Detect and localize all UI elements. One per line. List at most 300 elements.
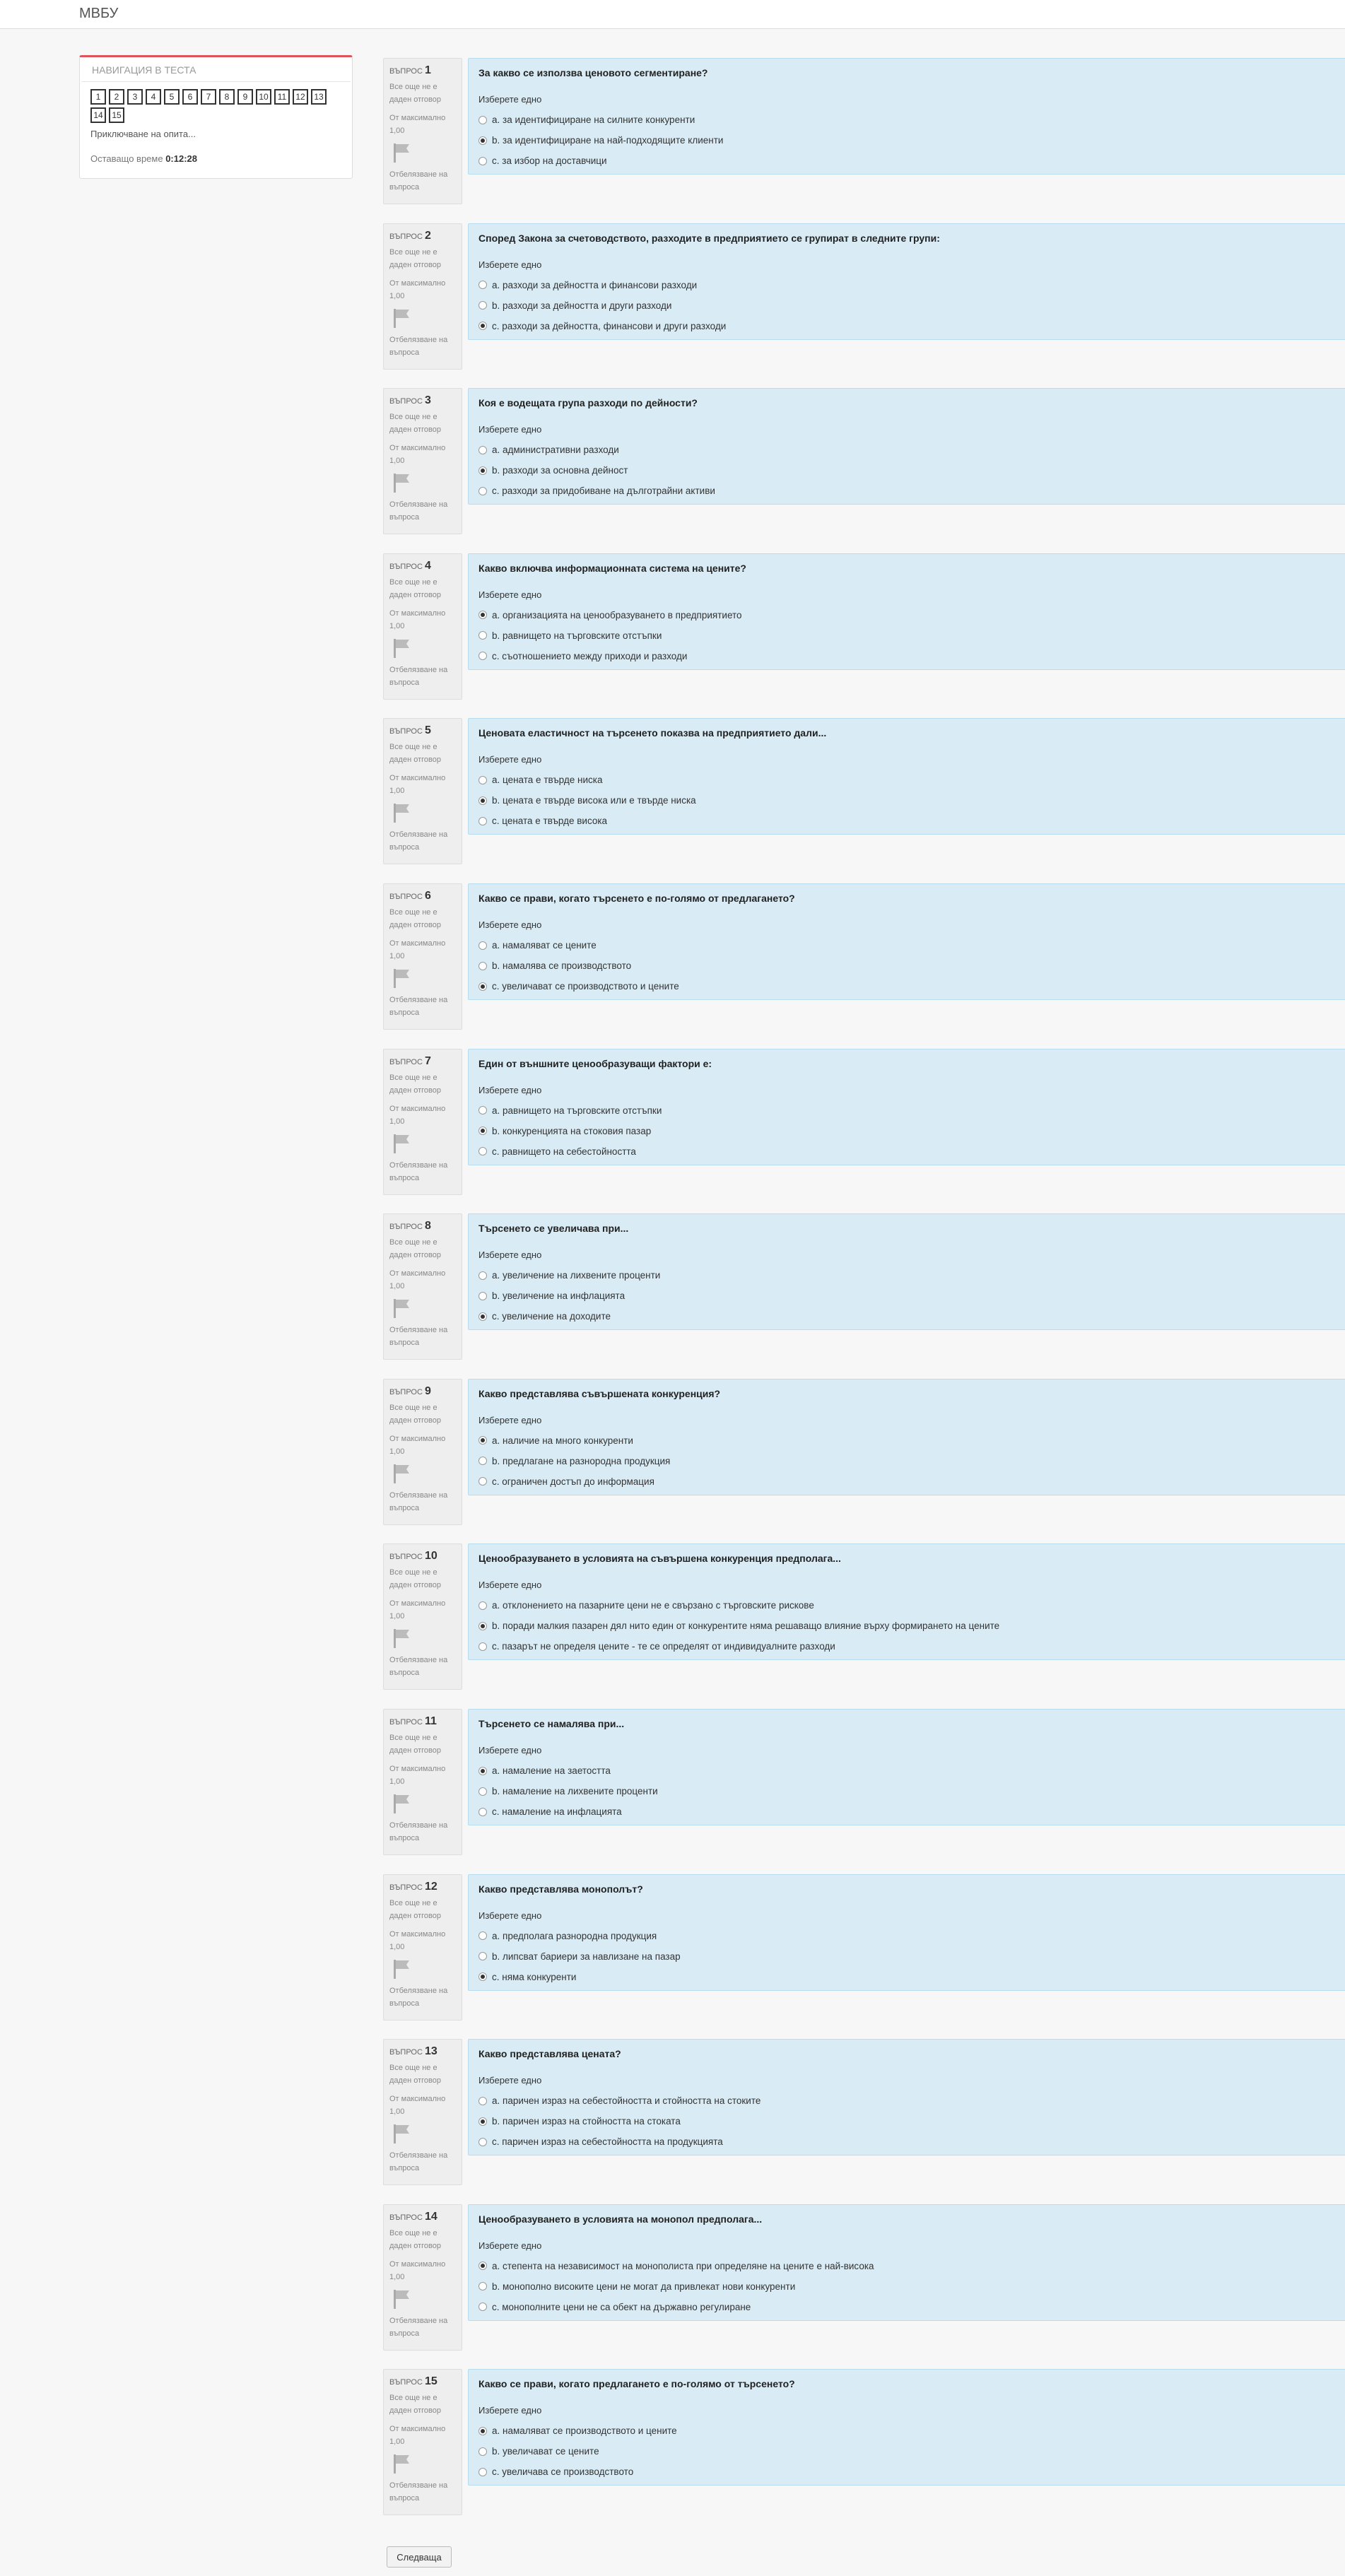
question-info [383, 1213, 462, 1360]
radio-button[interactable] [478, 1622, 487, 1630]
answer-option-label: a. за идентифициране на силните конкуренти [492, 114, 695, 125]
radio-button[interactable] [478, 796, 487, 805]
answer-option[interactable] [478, 295, 1341, 316]
radio-button[interactable] [478, 1601, 487, 1610]
flag-question-label[interactable]: Отбелязване на въпроса [389, 500, 448, 522]
radio-button[interactable] [478, 301, 487, 310]
radio-button[interactable] [478, 817, 487, 825]
answer-option[interactable] [478, 1430, 1341, 1451]
radio-button[interactable] [478, 1952, 487, 1960]
flag-icon[interactable] [392, 1134, 456, 1158]
question-text: Ценообразуването в условията на съвършена конкуренция предполага... [478, 1553, 841, 1565]
select-one-prompt: Изберете едно [478, 589, 542, 600]
radio-button[interactable] [478, 1127, 487, 1135]
question-text: Какво се прави, когато търсенето е по-голямо от предлагането? [478, 893, 795, 904]
question-nav-button[interactable]: 3 [127, 89, 143, 105]
question-nav-button[interactable]: 14 [90, 107, 106, 123]
answer-option-label: c. равнището на себестойността [492, 1146, 636, 1157]
radio-button[interactable] [478, 1477, 487, 1486]
question-text: Един от външните ценообразуващи фактори е: [478, 1057, 712, 1069]
answer-option-label: c. монополните цени не са обект на държавно регулиране [492, 2301, 751, 2312]
question-info [383, 1379, 462, 1525]
question-text: Какво представлява цената? [478, 2048, 621, 2060]
question-grade: От максимално 1,00 [389, 1434, 446, 1456]
question-content [468, 1213, 1345, 1330]
question-nav-button[interactable]: 7 [201, 89, 216, 105]
radio-button[interactable] [478, 611, 487, 619]
answer-option[interactable] [478, 1286, 1341, 1306]
radio-button[interactable] [478, 157, 487, 165]
question-content [468, 883, 1345, 1000]
answer-option[interactable] [478, 790, 1341, 811]
answer-option[interactable] [478, 1100, 1341, 1121]
answer-option[interactable] [478, 646, 1341, 666]
radio-button[interactable] [478, 982, 487, 991]
radio-button[interactable] [478, 1312, 487, 1321]
question-nav-button[interactable]: 12 [293, 89, 308, 105]
radio-button[interactable] [478, 2468, 487, 2476]
flag-question-label[interactable]: Отбелязване на въпроса [389, 1821, 448, 1842]
answer-option-label: b. поради малкия пазарен дял нито един от конкурентите няма решаващо влияние върху формирането на цените [492, 1621, 1000, 1632]
question-label: ВЪПРОС [389, 1718, 423, 1727]
answer-option[interactable] [478, 1636, 1341, 1657]
answer-option-label: b. намалява се производството [492, 960, 632, 971]
question-state: Все още не е даден отговор [389, 1403, 441, 1425]
radio-button[interactable] [478, 2262, 487, 2270]
radio-button[interactable] [478, 487, 487, 495]
answer-option-label: b. намаление на лихвените проценти [492, 1786, 658, 1796]
flag-icon[interactable] [392, 308, 456, 332]
radio-button[interactable] [478, 322, 487, 330]
answer-option-label: c. увеличава се производството [492, 2466, 634, 2478]
answer-option-label: c. няма конкуренти [492, 1971, 577, 1982]
site-brand[interactable]: МВБУ [79, 6, 119, 21]
radio-button[interactable] [478, 1106, 487, 1114]
question-number: 12 [425, 1880, 437, 1893]
radio-button[interactable] [478, 116, 487, 124]
question-nav-button[interactable]: 5 [164, 89, 180, 105]
flag-question-label[interactable]: Отбелязване на въпроса [389, 170, 448, 192]
answer-option[interactable] [478, 481, 1341, 501]
radio-button[interactable] [478, 631, 487, 640]
question-number: 13 [425, 2045, 437, 2058]
radio-button[interactable] [478, 446, 487, 454]
answer-option-label: c. разходи за придобиване на дълготрайни активи [492, 486, 715, 497]
answer-option[interactable] [478, 460, 1341, 481]
question-number: 8 [425, 1220, 431, 1233]
flag-icon[interactable] [392, 968, 456, 992]
flag-icon[interactable] [392, 1628, 456, 1652]
question-number: 6 [425, 890, 431, 902]
question-grade: От максимално 1,00 [389, 1765, 446, 1786]
question-label: ВЪПРОС [389, 1387, 423, 1396]
timer-label: Оставащо време [90, 153, 163, 164]
answer-option-label: b. конкуренцията на стоковия пазар [492, 1125, 652, 1136]
answer-option-label: c. паричен израз на себестойността на продукцията [492, 2136, 723, 2148]
radio-button[interactable] [478, 466, 487, 475]
flag-icon[interactable] [392, 1298, 456, 1322]
radio-button[interactable] [478, 1787, 487, 1796]
radio-button[interactable] [478, 1808, 487, 1816]
question-content [468, 1379, 1345, 1495]
question-grade: От максимално 1,00 [389, 1269, 446, 1291]
flag-question-label[interactable]: Отбелязване на въпроса [389, 2151, 448, 2173]
question-info [383, 58, 462, 204]
answer-option[interactable] [478, 316, 1341, 336]
question-info [383, 1709, 462, 1855]
answer-option-label: a. отклонението на пазарните цени не е свързано с търговските рискове [492, 1600, 814, 1611]
question-info [383, 1543, 462, 1690]
question-text: Ценообразуването в условията на монопол предполага... [478, 2213, 763, 2225]
question-nav-button[interactable]: 15 [109, 107, 124, 123]
answer-option[interactable] [478, 2297, 1341, 2317]
question-state: Все още не е даден отговор [389, 2228, 441, 2250]
radio-button[interactable] [478, 1147, 487, 1155]
radio-button[interactable] [478, 2138, 487, 2146]
question-text: Търсенето се увеличава при... [478, 1223, 629, 1235]
radio-button[interactable] [478, 2117, 487, 2126]
flag-question-label[interactable]: Отбелязване на въпроса [389, 1326, 448, 1348]
answer-option-label: a. цената е твърде ниска [492, 775, 603, 786]
question-content [468, 1709, 1345, 1825]
question-content [468, 1874, 1345, 1991]
answer-option-label: c. за избор на доставчици [492, 155, 607, 166]
question-label: ВЪПРОС [389, 893, 423, 901]
question-state: Все още не е даден отговор [389, 83, 441, 104]
question-state: Все още не е даден отговор [389, 1073, 441, 1095]
timer-value: 0:12:28 [165, 153, 198, 164]
flag-question-label[interactable]: Отбелязване на въпроса [389, 1490, 448, 1512]
question-number: 5 [425, 724, 431, 737]
question-text: Какво представлява монополът? [478, 1883, 643, 1895]
answer-option[interactable] [478, 625, 1341, 646]
question-content [468, 2039, 1345, 2156]
question-label: ВЪПРОС [389, 1057, 423, 1066]
answer-option[interactable] [478, 1451, 1341, 1471]
question-label: ВЪПРОС [389, 232, 423, 241]
question-label: ВЪПРОС [389, 2048, 423, 2057]
question-state: Все още не е даден отговор [389, 247, 441, 269]
question-nav-button[interactable]: 11 [274, 89, 290, 105]
answer-option-label: c. увеличават се производството и цените [492, 981, 679, 992]
answer-option[interactable] [478, 955, 1341, 976]
answer-option[interactable] [478, 1595, 1341, 1616]
flag-question-label[interactable]: Отбелязване на въпроса [389, 2316, 448, 2338]
answer-option-label: a. намаление на заетостта [492, 1765, 611, 1776]
question-grade: От максимално 1,00 [389, 278, 446, 300]
question-grade: От максимално 1,00 [389, 2259, 446, 2281]
question-nav-button[interactable]: 13 [311, 89, 327, 105]
flag-icon[interactable] [392, 2124, 456, 2148]
question-text: Какво се прави, когато предлагането е по-голямо от търсенето? [478, 2378, 795, 2390]
question-number: 4 [425, 559, 431, 572]
question-state: Все още не е даден отговор [389, 1898, 441, 1920]
answer-option[interactable] [478, 1616, 1341, 1636]
answer-option[interactable] [478, 151, 1341, 171]
answer-option-label: a. наличие на много конкуренти [492, 1435, 633, 1446]
answer-option-label: a. организацията на ценообразуването в предприятието [492, 609, 742, 621]
flag-question-label[interactable]: Отбелязване на въпроса [389, 996, 448, 1017]
answer-option-label: a. намаляват се производството и цените [492, 2425, 677, 2437]
answer-option[interactable] [478, 770, 1341, 790]
radio-button[interactable] [478, 776, 487, 784]
answer-option[interactable] [478, 1946, 1341, 1967]
radio-button[interactable] [478, 1436, 487, 1445]
answer-option-label: a. предполага разнородна продукция [492, 1930, 657, 1941]
select-one-prompt: Изберете едно [478, 1580, 542, 1591]
answer-option[interactable] [478, 935, 1341, 955]
question-label: ВЪПРОС [389, 67, 423, 76]
answer-option-label: c. разходи за дейността, финансови и други разходи [492, 320, 727, 331]
question-state: Все още не е даден отговор [389, 1734, 441, 1755]
question-text: Какво включва информационната система на цените? [478, 562, 746, 574]
answer-option-label: b. предлагане на разнородна продукция [492, 1455, 671, 1466]
question-number: 10 [425, 1550, 437, 1563]
answer-option[interactable] [478, 275, 1341, 295]
select-one-prompt: Изберете едно [478, 919, 542, 930]
answer-option-label: a. степента на независимост на монополиста при определяне на цените е най-висока [492, 2260, 874, 2271]
select-one-prompt: Изберете едно [478, 94, 542, 105]
question-content [468, 1049, 1345, 1165]
question-info [383, 223, 462, 370]
answer-option[interactable] [478, 2131, 1341, 2152]
answer-option[interactable] [478, 1306, 1341, 1327]
question-grade: От максимално 1,00 [389, 1929, 446, 1951]
answer-option[interactable] [478, 976, 1341, 996]
question-grade: От максимално 1,00 [389, 444, 446, 466]
top-navbar [0, 0, 1345, 29]
answer-option[interactable] [478, 1967, 1341, 1987]
answer-option[interactable] [478, 1141, 1341, 1162]
answer-option[interactable] [478, 811, 1341, 831]
radio-button[interactable] [478, 1642, 487, 1651]
question-text: Търсенето се намалява при... [478, 1718, 625, 1729]
question-grade: От максимално 1,00 [389, 774, 446, 796]
answer-option[interactable] [478, 440, 1341, 460]
radio-button[interactable] [478, 1292, 487, 1300]
select-one-prompt: Изберете едно [478, 259, 542, 270]
question-content [468, 58, 1345, 175]
question-number: 15 [425, 2375, 437, 2388]
radio-button[interactable] [478, 2447, 487, 2456]
select-one-prompt: Изберете едно [478, 1414, 542, 1425]
answer-option[interactable] [478, 605, 1341, 625]
answer-option-label: b. разходи за основна дейност [492, 465, 628, 476]
question-info [383, 718, 462, 864]
question-number: 14 [425, 2210, 437, 2223]
radio-button[interactable] [478, 652, 487, 660]
answer-option[interactable] [478, 1265, 1341, 1286]
answer-option[interactable] [478, 2276, 1341, 2297]
answer-option-label: b. за идентифициране на най-подходящите клиенти [492, 135, 724, 146]
flag-icon[interactable] [392, 1959, 456, 1983]
radio-button[interactable] [478, 941, 487, 950]
flag-question-label[interactable]: Отбелязване на въпроса [389, 1160, 448, 1182]
quiz-navigation-title: НАВИГАЦИЯ В ТЕСТА [81, 57, 351, 82]
answer-option-label: a. паричен израз на себестойността и стойността на стоките [492, 2095, 761, 2107]
question-nav-button[interactable]: 10 [256, 89, 271, 105]
radio-button[interactable] [478, 2427, 487, 2435]
question-nav-button[interactable]: 4 [146, 89, 161, 105]
question-info [383, 1049, 462, 1195]
answer-option-label: b. увеличение на инфлацията [492, 1290, 625, 1302]
select-one-prompt: Изберете едно [478, 424, 542, 435]
question-state: Все още не е даден отговор [389, 413, 441, 435]
finish-attempt-link[interactable]: Приключване на опита... [90, 129, 196, 139]
question-info [383, 2369, 462, 2515]
question-info [383, 2039, 462, 2185]
answer-option-label: c. ограничен достъп до информация [492, 1476, 654, 1487]
select-one-prompt: Изберете едно [478, 2075, 542, 2086]
next-page-button[interactable]: Следваща [387, 2546, 452, 2568]
radio-button[interactable] [478, 2282, 487, 2290]
answer-option[interactable] [478, 1781, 1341, 1801]
question-nav-button[interactable]: 1 [90, 89, 106, 105]
flag-icon[interactable] [392, 638, 456, 662]
answer-option[interactable] [478, 2441, 1341, 2462]
question-nav-button[interactable]: 9 [237, 89, 253, 105]
question-number: 2 [425, 229, 431, 242]
question-content [468, 2204, 1345, 2321]
question-info [383, 2204, 462, 2351]
answer-option-label: a. равнището на търговските отстъпки [492, 1105, 662, 1116]
question-grade: От максимално 1,00 [389, 939, 446, 960]
flag-question-label[interactable]: Отбелязване на въпроса [389, 1986, 448, 2008]
quiz-navigation-block [79, 55, 353, 179]
radio-button[interactable] [478, 2097, 487, 2105]
question-info [383, 883, 462, 1030]
question-content [468, 388, 1345, 505]
answer-option[interactable] [478, 1760, 1341, 1781]
question-content [468, 2369, 1345, 2486]
question-text: Коя е водещата група разходи по дейности? [478, 397, 698, 409]
question-label: ВЪПРОС [389, 562, 423, 571]
question-number: 1 [425, 64, 431, 76]
answer-option[interactable] [478, 1471, 1341, 1492]
flag-icon[interactable] [392, 2289, 456, 2313]
select-one-prompt: Изберете едно [478, 2240, 542, 2251]
answer-option-label: c. намаление на инфлацията [492, 1806, 622, 1817]
answer-option[interactable] [478, 110, 1341, 130]
question-label: ВЪПРОС [389, 1223, 423, 1232]
question-state: Все още не е даден отговор [389, 2394, 441, 2416]
answer-option[interactable] [478, 1121, 1341, 1141]
question-state: Все още не е даден отговор [389, 1568, 441, 1590]
answer-option-label: b. разходи за дейността и други разходи [492, 300, 672, 311]
radio-button[interactable] [478, 2302, 487, 2311]
answer-option[interactable] [478, 130, 1341, 151]
answer-option-label: b. цената е твърде висока или е твърде ниска [492, 795, 696, 806]
radio-button[interactable] [478, 1972, 487, 1981]
radio-button[interactable] [478, 1457, 487, 1465]
answer-option-label: c. съотношението между приходи и разходи [492, 650, 688, 661]
answer-option-label: c. пазарът не определя цените - те се определят от индивидуалните разходи [492, 1641, 835, 1652]
question-state: Все още не е даден отговор [389, 743, 441, 765]
question-number: 3 [425, 394, 431, 407]
question-state: Все още не е даден отговор [389, 2064, 441, 2086]
select-one-prompt: Изберете едно [478, 1745, 542, 1755]
radio-button[interactable] [478, 1931, 487, 1940]
question-grade: От максимално 1,00 [389, 2095, 446, 2117]
question-nav-buttons [80, 82, 348, 126]
answer-option-label: b. увеличават се цените [492, 2446, 599, 2457]
question-label: ВЪПРОС [389, 1883, 423, 1892]
answer-option-label: b. липсват бариери за навлизане на пазар [492, 1951, 681, 1962]
question-label: ВЪПРОС [389, 727, 423, 736]
answer-option-label: a. разходи за дейността и финансови разходи [492, 279, 698, 290]
select-one-prompt: Изберете едно [478, 1910, 542, 1921]
question-content [468, 553, 1345, 670]
question-text: За какво се използва ценовото сегментиране? [478, 67, 708, 78]
question-nav-button[interactable]: 8 [219, 89, 235, 105]
flag-icon[interactable] [392, 473, 456, 497]
select-one-prompt: Изберете едно [478, 1249, 542, 1261]
radio-button[interactable] [478, 136, 487, 145]
question-label: ВЪПРОС [389, 2213, 423, 2222]
answer-option-label: c. цената е твърде висока [492, 816, 608, 827]
answer-option[interactable] [478, 2256, 1341, 2276]
answer-option[interactable] [478, 2462, 1341, 2482]
flag-question-label[interactable]: Отбелязване на въпроса [389, 2481, 448, 2503]
select-one-prompt: Изберете едно [478, 2405, 542, 2416]
question-text: Според Закона за счетоводството, разходите в предприятието се групират в следните групи: [478, 232, 940, 244]
select-one-prompt: Изберете едно [478, 754, 542, 765]
answer-option[interactable] [478, 1801, 1341, 1822]
question-number: 7 [425, 1054, 431, 1067]
question-grade: От максимално 1,00 [389, 608, 446, 630]
question-grade: От максимално 1,00 [389, 1599, 446, 1621]
question-number: 9 [425, 1384, 431, 1397]
question-content [468, 718, 1345, 835]
flag-icon[interactable] [392, 1794, 456, 1818]
flag-question-label[interactable]: Отбелязване на въпроса [389, 1656, 448, 1678]
question-content [468, 1543, 1345, 1660]
flag-icon[interactable] [392, 1464, 456, 1488]
question-label: ВЪПРОС [389, 397, 423, 406]
question-info [383, 388, 462, 534]
radio-button[interactable] [478, 1271, 487, 1280]
question-nav-button[interactable]: 6 [182, 89, 198, 105]
question-nav-button[interactable]: 2 [109, 89, 124, 105]
flag-question-label[interactable]: Отбелязване на въпроса [389, 665, 448, 687]
answer-option[interactable] [478, 1926, 1341, 1946]
question-text: Ценовата еластичност на търсенето показва на предприятието дали... [478, 727, 827, 739]
question-info [383, 1874, 462, 2021]
radio-button[interactable] [478, 281, 487, 289]
question-label: ВЪПРОС [389, 2378, 423, 2387]
flag-question-label[interactable]: Отбелязване на въпроса [389, 335, 448, 357]
answer-option-label: b. паричен израз на стойността на стоката [492, 2116, 681, 2127]
radio-button[interactable] [478, 962, 487, 970]
flag-icon[interactable] [392, 2454, 456, 2478]
flag-icon[interactable] [392, 803, 456, 827]
answer-option-label: b. равнището на търговските отстъпки [492, 630, 662, 641]
answer-option[interactable] [478, 2090, 1341, 2111]
flag-icon[interactable] [392, 143, 456, 167]
question-grade: От максимално 1,00 [389, 2425, 446, 2447]
answer-option-label: b. монополно високите цени не могат да привлекат нови конкуренти [492, 2281, 796, 2292]
question-state: Все още не е даден отговор [389, 908, 441, 929]
flag-question-label[interactable]: Отбелязване на въпроса [389, 830, 448, 852]
quiz-timer [80, 139, 352, 164]
question-grade: От максимално 1,00 [389, 1104, 446, 1126]
question-label: ВЪПРОС [389, 1553, 423, 1562]
question-info [383, 553, 462, 700]
radio-button[interactable] [478, 1767, 487, 1775]
select-one-prompt: Изберете едно [478, 1084, 542, 1095]
answer-option[interactable] [478, 2111, 1341, 2131]
answer-option[interactable] [478, 2421, 1341, 2441]
